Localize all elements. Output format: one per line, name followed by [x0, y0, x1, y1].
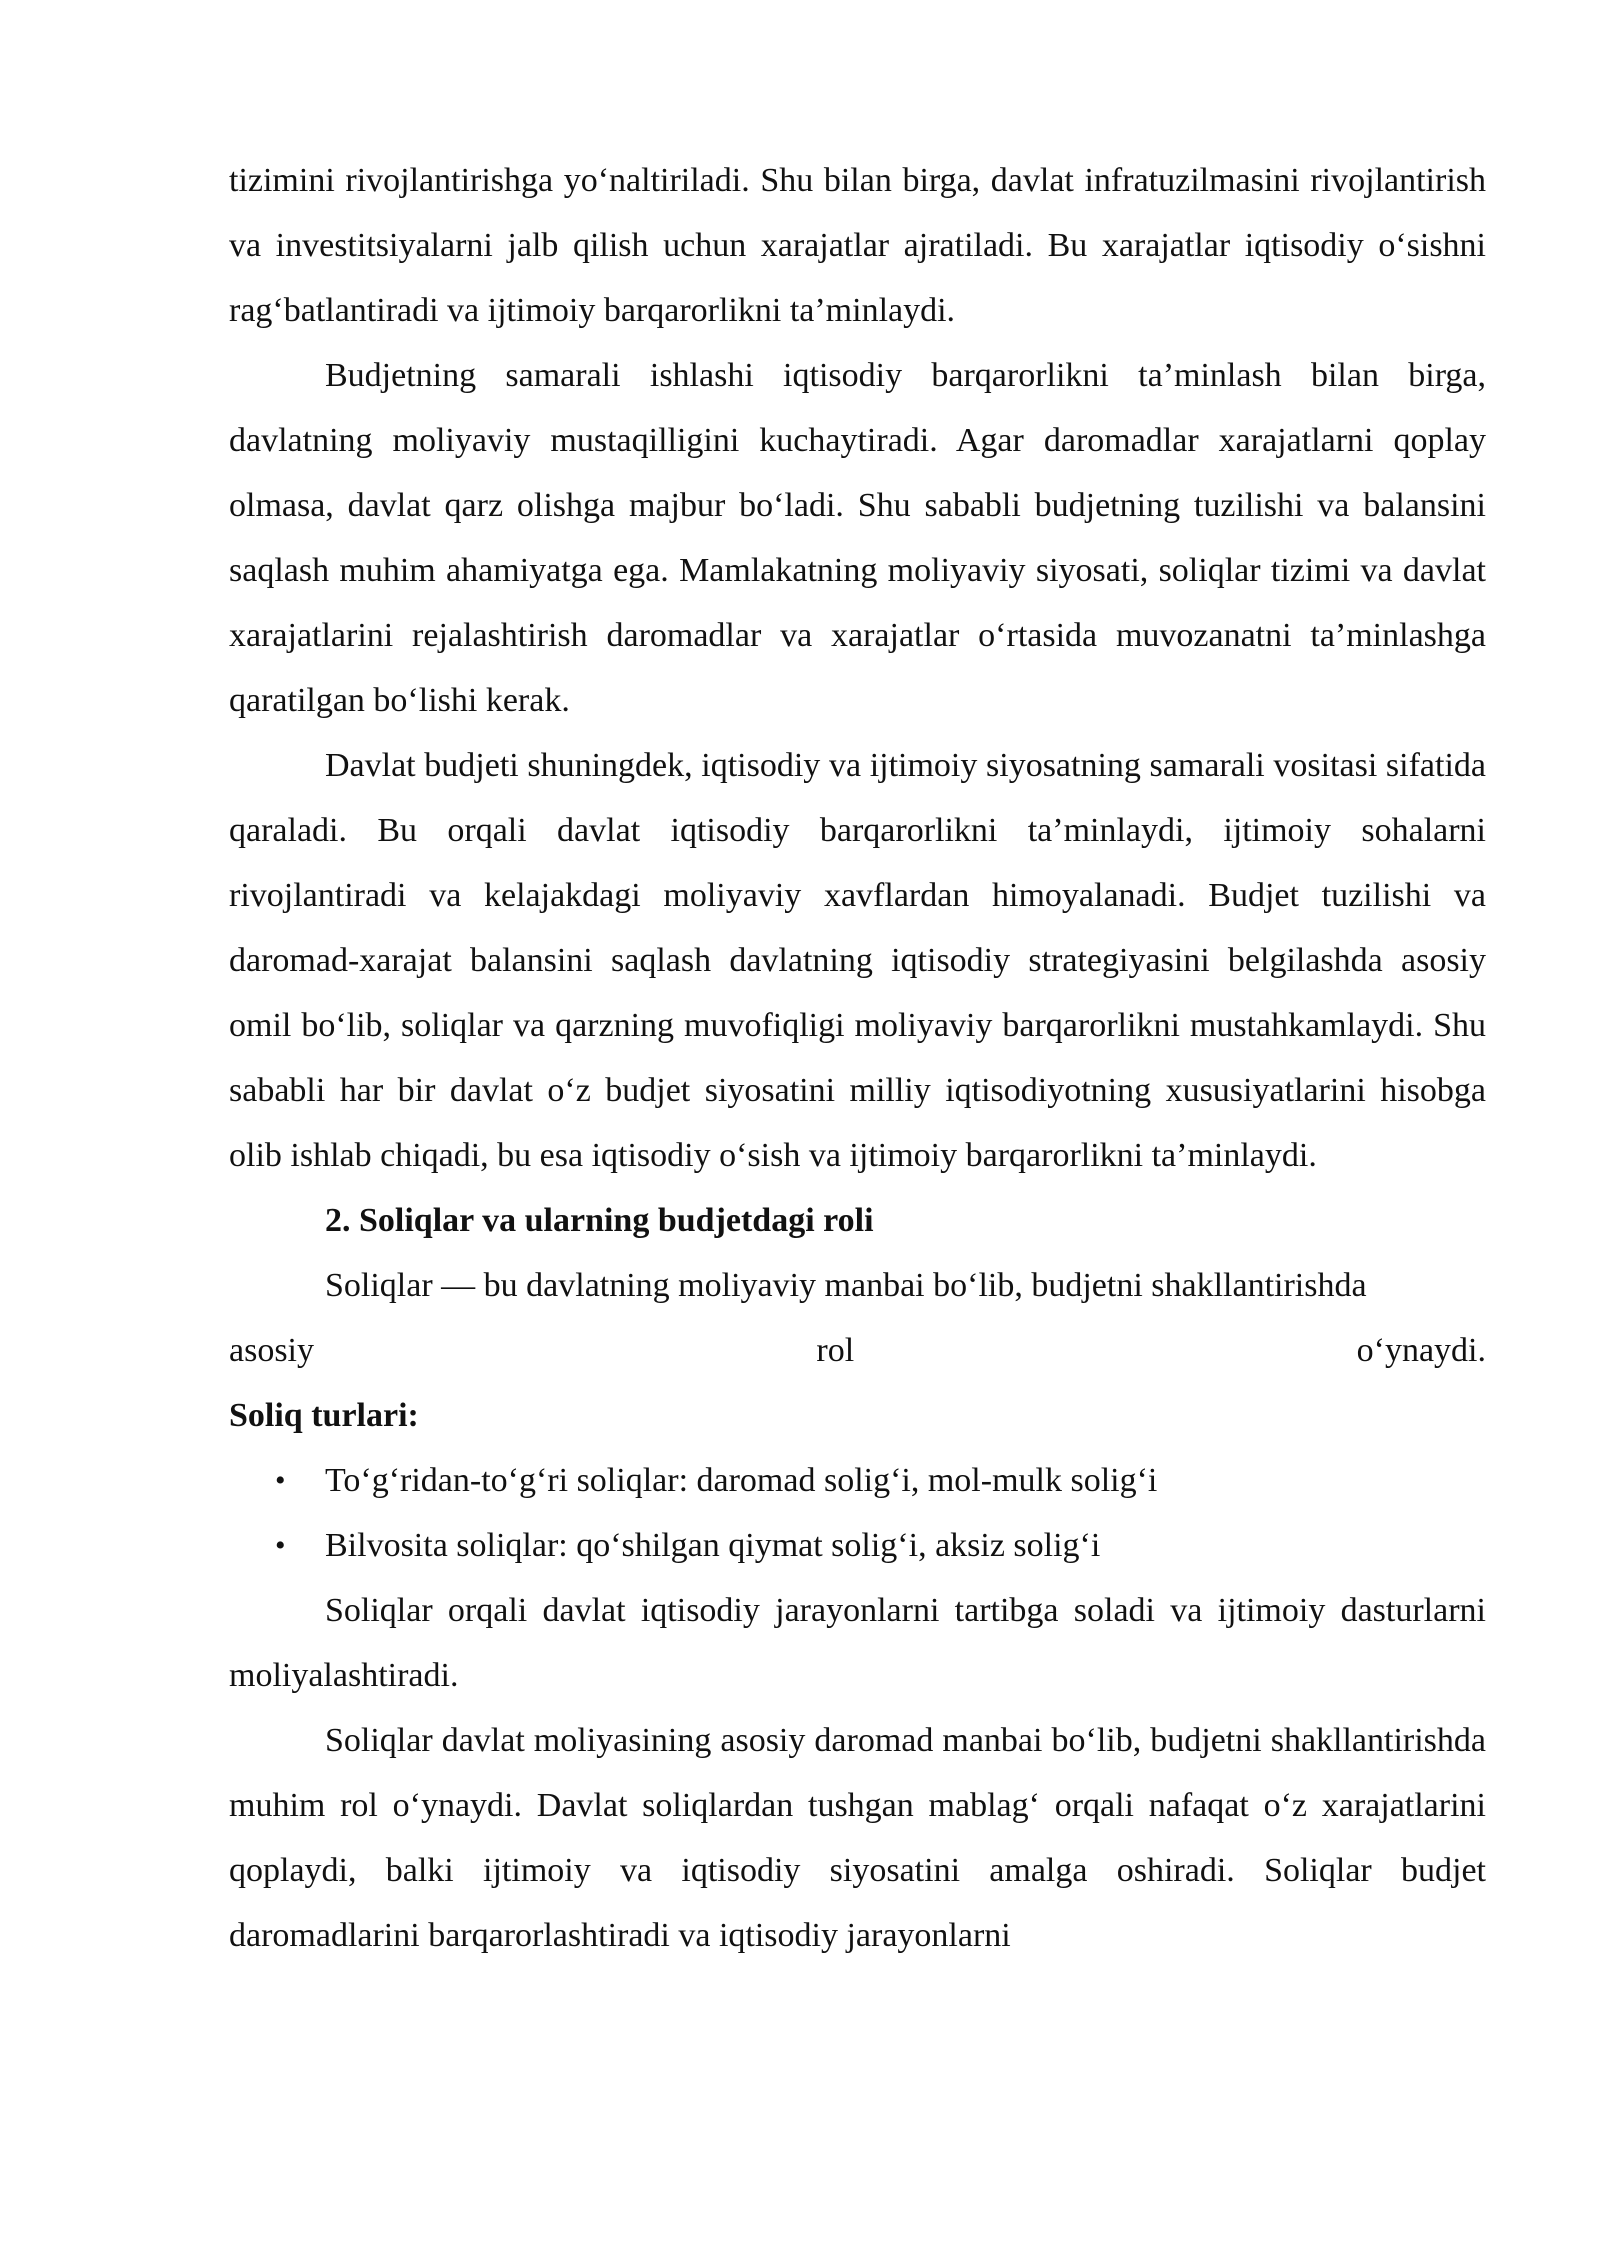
- tax-types-list: [229, 1448, 1486, 1578]
- paragraph-state-budget-policy: Davlat budjeti shuningdek, iqtisodiy va ijtimoiy siyosatning samarali vositasi sifatida qaraladi. Bu orqali davlat iqtisodiy barqarorlikni ta’minlaydi, ijtimoiy sohalarni rivojlantiradi va kelajakdagi moliyaviy xavflardan himoyalanadi. Budjet tuzilishi va daromad-xarajat balansini saqlash davlatning iqtisodiy strategiyasini belgilashda asosiy omil bo‘lib, soliqlar va qarzning muvofiqligi moliyaviy barqarorlikni mustahkamlaydi. Shu sababli har bir davlat o‘z budjet siyosatini milliy iqtisodiyotning xususiyatlarini hisobga olib ishlab chiqadi, bu esa iqtisodiy o‘sish va ijtimoiy barqarorlikni ta’minlaydi.: [229, 747, 1486, 1174]
- bullet-icon: •: [275, 1529, 286, 1562]
- definition-line: Soliqlar — bu davlatning moliyaviy manbai bo‘lib, budjetni shakllantirishda: [325, 1267, 1367, 1304]
- bullet-icon: •: [275, 1464, 286, 1497]
- section-heading: 2. Soliqlar va ularning budjetdagi roli: [325, 1202, 874, 1239]
- definition-line-continued: asosiy rol o‘ynaydi.: [229, 1332, 1486, 1369]
- list-item: [229, 1448, 1486, 1513]
- list-item: [229, 1513, 1486, 1578]
- paragraph-continuation: tizimini rivojlantirishga yo‘naltiriladi. Shu bilan birga, davlat infratuzilmasini rivojlantirish va investitsiyalarni jalb qilish uchun xarajatlar ajratiladi. Bu xarajatlar iqtisodiy o‘sishni rag‘batlantiradi va ijtimoiy barqarorlikni ta’minlaydi.: [229, 162, 1486, 329]
- list-item-text: To‘g‘ridan-to‘g‘ri soliqlar: daromad solig‘i, mol-mulk solig‘i: [325, 1462, 1158, 1499]
- document-body: [229, 148, 1486, 1968]
- paragraph-tax-revenue: Soliqlar davlat moliyasining asosiy daromad manbai bo‘lib, budjetni shakllantirishda muhim rol o‘ynaydi. Davlat soliqlardan tushgan mablag‘ orqali nafaqat o‘z xarajatlarini qoplaydi, balki ijtimoiy va iqtisodiy siyosatini amalga oshiradi. Soliqlar budjet daromadlarini barqarorlashtiradi va iqtisodiy jarayonlarni: [229, 1722, 1486, 1954]
- list-item-text: Bilvosita soliqlar: qo‘shilgan qiymat solig‘i, aksiz solig‘i: [325, 1527, 1101, 1564]
- tax-types-heading: Soliq turlari:: [229, 1397, 419, 1434]
- paragraph-tax-regulation: Soliqlar orqali davlat iqtisodiy jarayonlarni tartibga soladi va ijtimoiy dasturlarni moliyalashtiradi.: [229, 1592, 1486, 1694]
- paragraph-budget-efficiency: Budjetning samarali ishlashi iqtisodiy barqarorlikni ta’minlash bilan birga, davlatning moliyaviy mustaqilligini kuchaytiradi. Agar daromadlar xarajatlarni qoplay olmasa, davlat qarz olishga majbur bo‘ladi. Shu sababli budjetning tuzilishi va balansini saqlash muhim ahamiyatga ega. Mamlakatning moliyaviy siyosati, soliqlar tizimi va davlat xarajatlarini rejalashtirish daromadlar va xarajatlar o‘rtasida muvozanatni ta’minlashga qaratilgan bo‘lishi kerak.: [229, 357, 1486, 719]
